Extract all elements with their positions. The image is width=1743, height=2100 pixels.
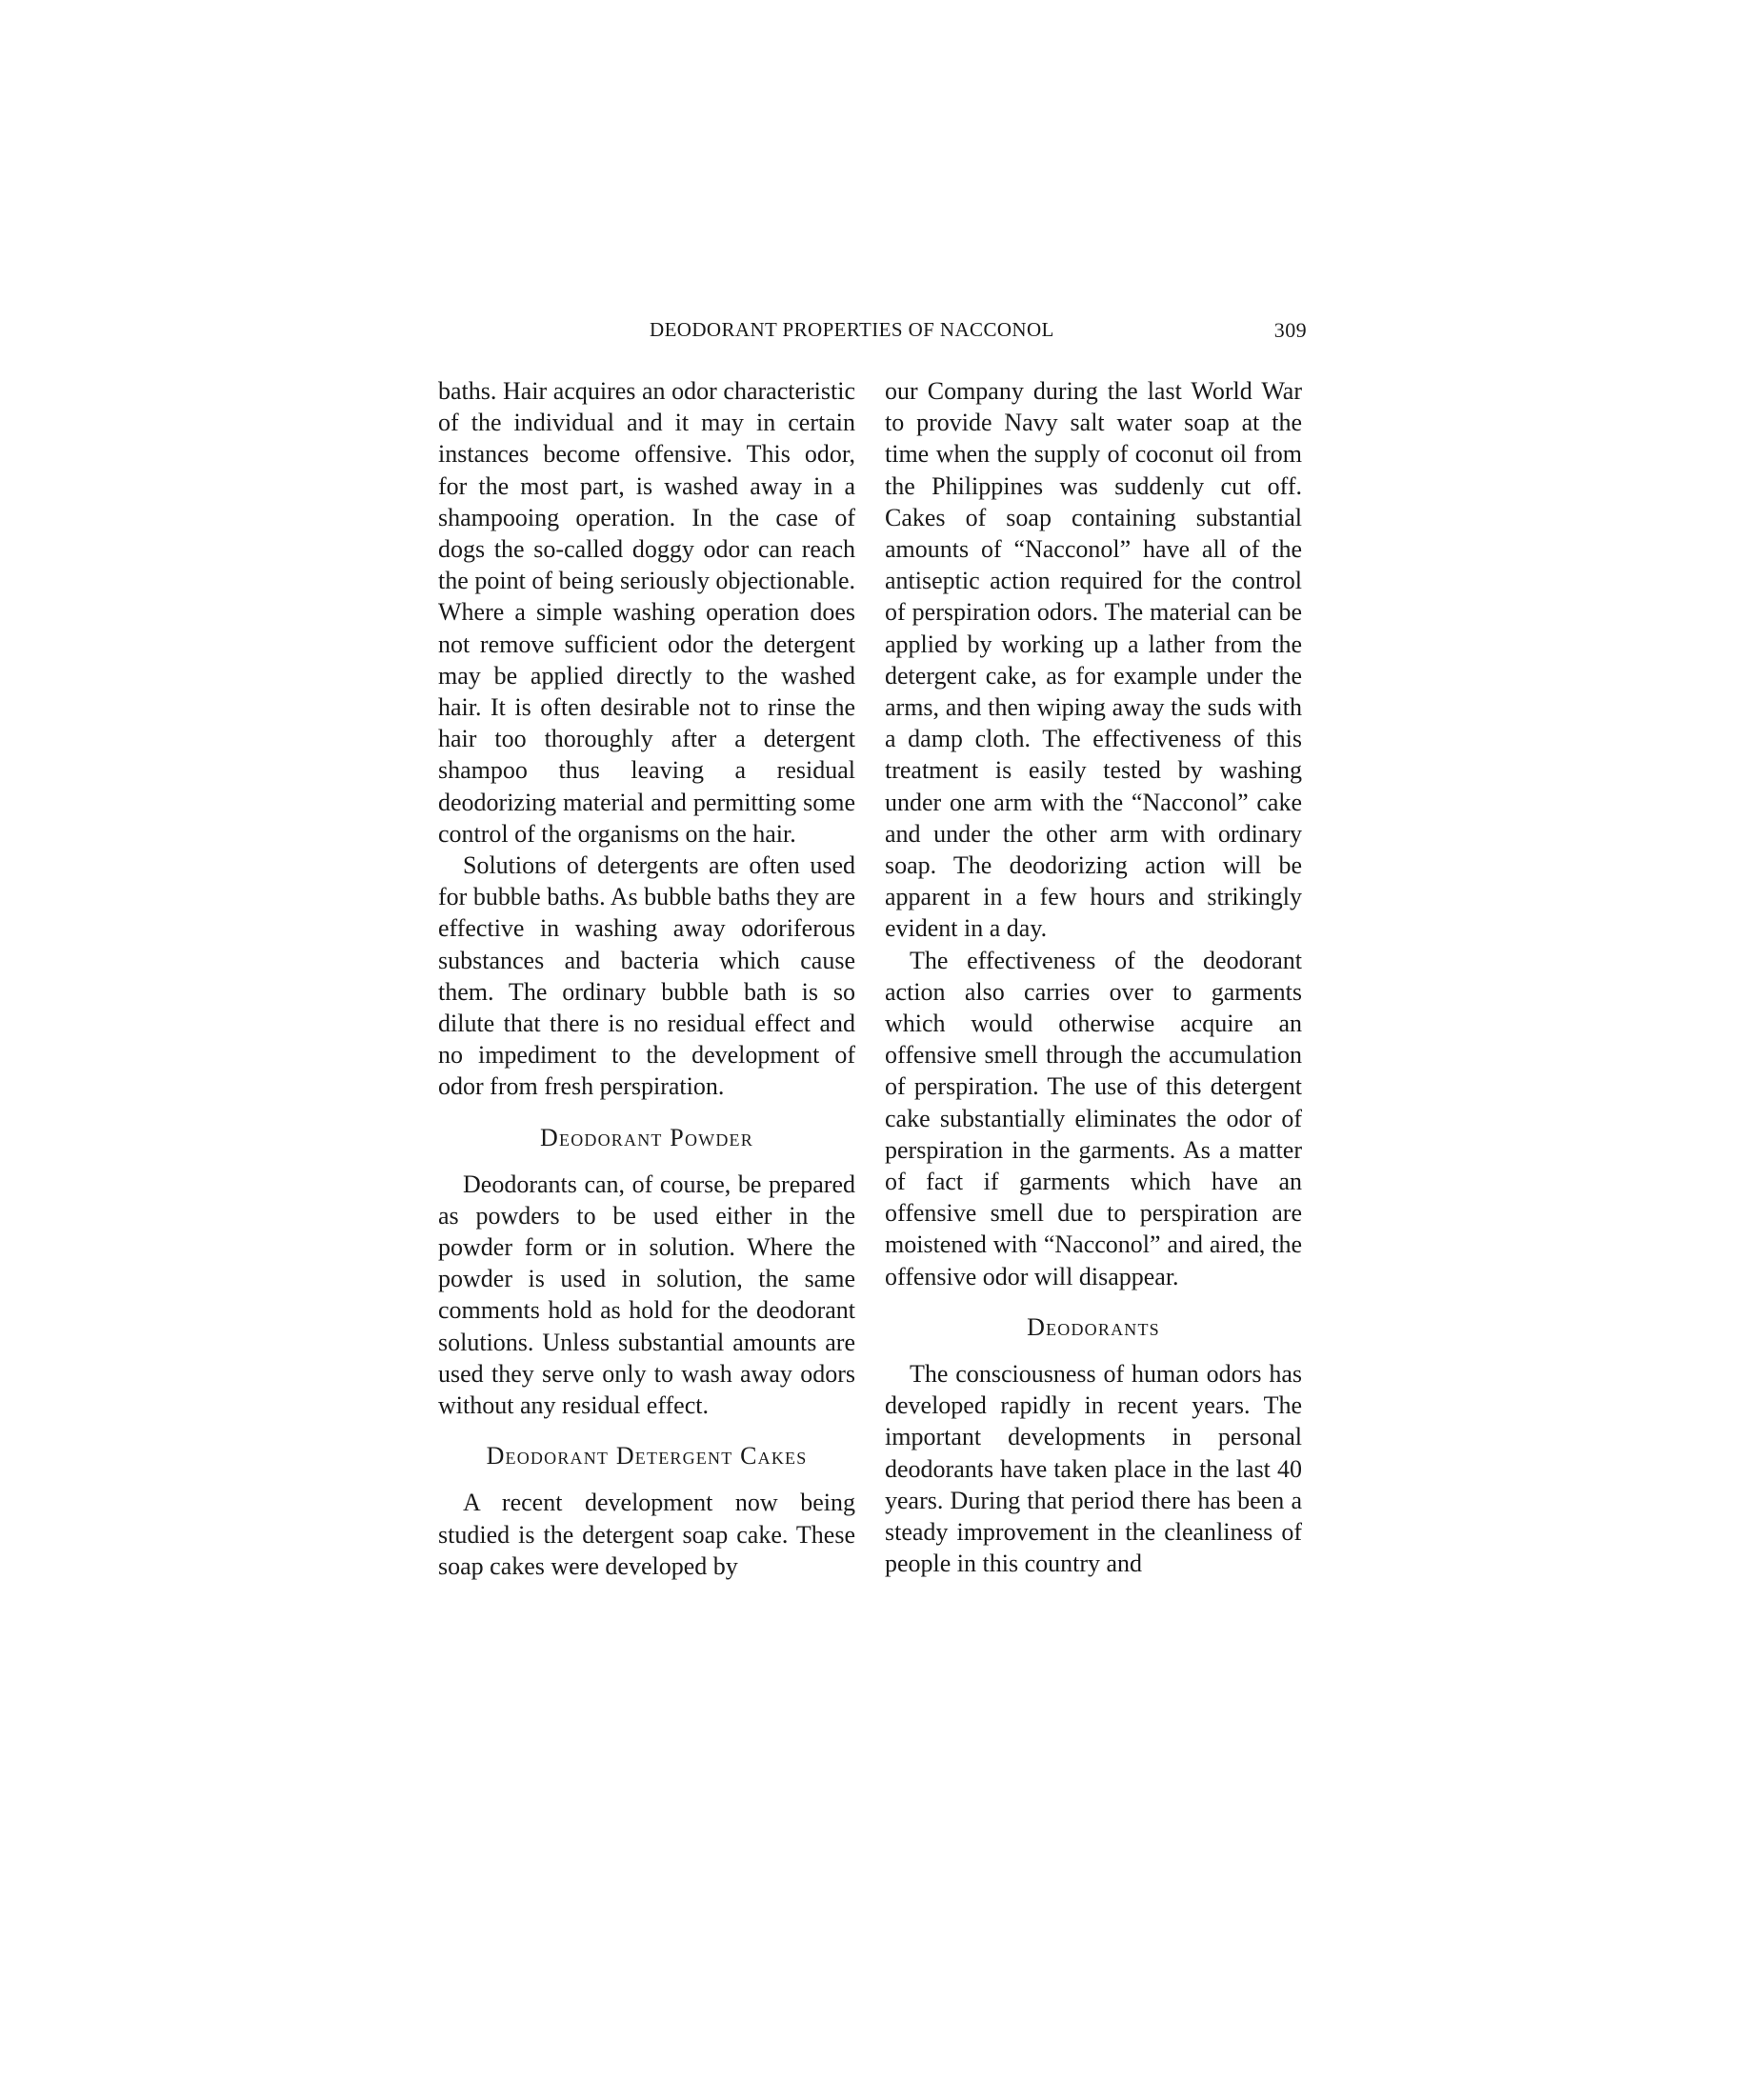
section-heading-deodorant-powder: Deodorant Powder [540, 1123, 753, 1151]
right-column [885, 375, 1302, 1579]
paragraph-soap-cakes-continued: our Company during the last World War to provide Navy salt water soap at the time when the supply of coconut oil from the Philippines was suddenly cut off. Cakes of soap containing substantial amounts of “Nacconol” have all of the antiseptic action required for the control of perspiration odors. The material can be applied by working up a lather from the detergent cake, as for example under the arms, and then wiping away the suds with a damp cloth. The effectiveness of this treatment is easily tested by washing under one arm with the “Nacconol” cake and under the other arm with ordinary soap. The deodorizing action will be apparent in a few hours and strikingly evident in a day. [885, 377, 1302, 943]
paragraph-hair-odor: baths. Hair acquires an odor characteristic of the individual and it may in certain instances become offensive. This odor, for the most part, is washed away in a shampooing operation. In the case of dogs the so-called doggy odor can reach the point of being seriously objectionable. Where a simple washing operation does not remove sufficient odor the detergent may be applied directly to the washed hair. It is often desirable not to rinse the hair too thoroughly after a detergent shampoo thus leaving a residual deodorizing material and permitting some control of the organisms on the hair. [438, 377, 855, 848]
section-heading-deodorants: Deodorants [1027, 1312, 1160, 1341]
running-title: DEODORANT PROPERTIES OF NACCONOL [650, 318, 1054, 341]
paragraph-deodorants: The consciousness of human odors has developed rapidly in recent years. The important developments in personal deodorants have taken place in the last 40 years. During that period there has been a steady improvement in the cleanliness of people in this country and [885, 1359, 1302, 1578]
paragraph-bubble-baths: Solutions of detergents are often used for bubble baths. As bubble baths they are effective in washing away odoriferous substances and bacteria which cause them. The ordinary bubble bath is so dilute that there is no residual effect and no impediment to the development of odor from fresh perspiration. [438, 851, 855, 1101]
paragraph-detergent-cakes: A recent development now being studied is the detergent soap cake. These soap cakes were developed by [438, 1489, 855, 1580]
section-heading-deodorant-detergent-cakes: Deodorant Detergent Cakes [486, 1442, 808, 1470]
left-column [438, 375, 855, 1582]
page-number: 309 [1273, 318, 1307, 342]
paragraph-deodorant-powder: Deodorants can, of course, be prepared as powders to be used either in the powder form or in solution. Where the powder is used in solution, the same comments hold as hold for the deodorant solutions. Unless substantial amounts are used they serve only to wash away odors without any residual effect. [438, 1170, 855, 1420]
running-head [438, 318, 1307, 347]
paragraph-garments: The effectiveness of the deodorant action also carries over to garments which would otherwise acquire an offensive smell through the accumulation of perspiration. The use of this detergent cake substantially eliminates the odor of perspiration in the garments. As a matter of fact if garments which have an offensive smell due to perspiration are moistened with “Nacconol” and aired, the offensive odor will disappear. [885, 946, 1302, 1290]
